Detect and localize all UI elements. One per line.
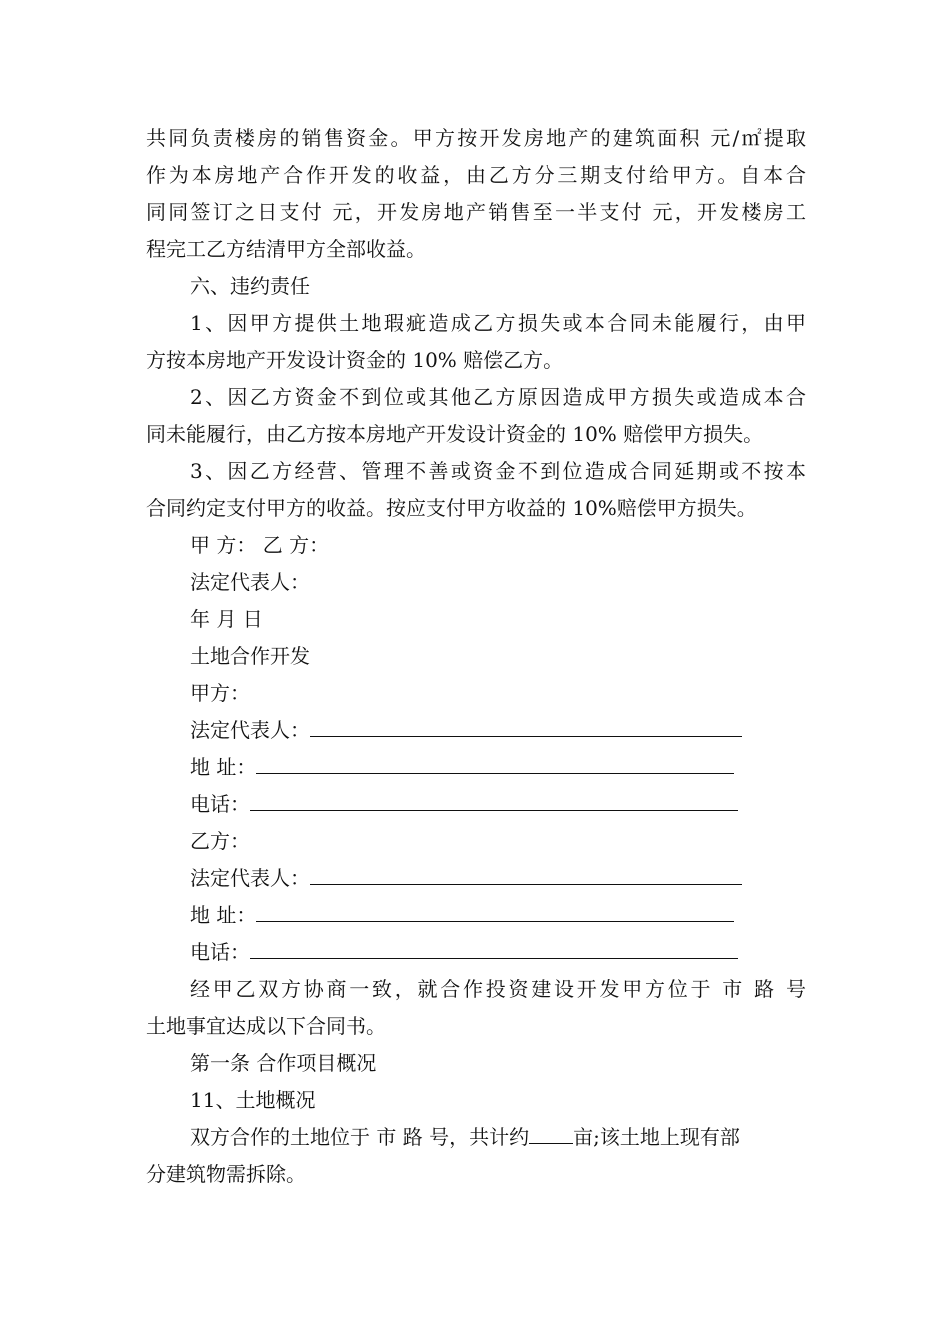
signature-legal-rep: 法定代表人： (190, 570, 310, 594)
fill-in-blank[interactable] (256, 751, 734, 774)
fill-in-blank[interactable] (310, 714, 742, 737)
preamble-line: 经甲乙双方协商一致，就合作投资建设开发甲方位于 市 路 号 (190, 977, 806, 1001)
clause-2-line: 同未能履行，由乙方按本房地产开发设计资金的 10% 赔偿甲方损失。 (146, 422, 764, 446)
document-title: 土地合作开发 (190, 644, 310, 668)
signature-date: 年 月 日 (190, 607, 263, 631)
article-1-heading: 第一条 合作项目概况 (190, 1051, 377, 1075)
document-body (146, 120, 806, 1193)
field-label: 电话： (190, 940, 250, 964)
clause-3-line: 合同约定支付甲方的收益。按应支付甲方收益的 10%赔偿甲方损失。 (146, 496, 757, 520)
party-a-label: 甲方： (190, 681, 250, 705)
section-heading-breach: 六、违约责任 (190, 274, 310, 298)
clause-3-line: 3、因乙方经营、管理不善或资金不到位造成合同延期或不按本 (190, 459, 806, 483)
signature-parties: 甲 方： 乙 方： (190, 533, 330, 557)
land-overview-heading: 11、土地概况 (190, 1088, 316, 1112)
party-a-legal-rep-field (146, 712, 806, 749)
area-blank[interactable] (529, 1121, 573, 1144)
party-a-address-field (146, 749, 806, 786)
preamble-line: 土地事宜达成以下合同书。 (146, 1014, 386, 1038)
land-area-text: 亩;该土地上现有部 (573, 1125, 740, 1149)
party-a-phone-field (146, 786, 806, 823)
fill-in-blank[interactable] (256, 899, 734, 922)
party-b-address-field (146, 897, 806, 934)
field-label: 地 址： (190, 755, 257, 779)
land-overview-line (146, 1119, 806, 1156)
paragraph-line: 作为本房地产合作开发的收益，由乙方分三期支付给甲方。自本合 (146, 163, 806, 187)
clause-1-line: 方按本房地产开发设计资金的 10% 赔偿乙方。 (146, 348, 564, 372)
fill-in-blank[interactable] (310, 862, 742, 885)
clause-2-line: 2、因乙方资金不到位或其他乙方原因造成甲方损失或造成本合 (190, 385, 806, 409)
land-location-text: 双方合作的土地位于 市 路 号，共计约 (190, 1125, 530, 1149)
fill-in-blank[interactable] (250, 936, 738, 959)
party-b-phone-field (146, 934, 806, 971)
fill-in-blank[interactable] (250, 788, 738, 811)
party-b-legal-rep-field (146, 860, 806, 897)
paragraph-line: 程完工乙方结清甲方全部收益。 (146, 237, 426, 261)
field-label: 法定代表人： (190, 718, 310, 742)
party-b-label: 乙方： (190, 829, 250, 853)
field-label: 地 址： (190, 903, 257, 927)
paragraph-line: 同同签订之日支付 元，开发房地产销售至一半支付 元，开发楼房工 (146, 200, 806, 224)
clause-1-line: 1、因甲方提供土地瑕疵造成乙方损失或本合同未能履行，由甲 (190, 311, 806, 335)
field-label: 电话： (190, 792, 250, 816)
paragraph-line: 共同负责楼房的销售资金。甲方按开发房地产的建筑面积 元/㎡提取 (146, 126, 806, 150)
land-overview-line: 分建筑物需拆除。 (146, 1162, 306, 1186)
field-label: 法定代表人： (190, 866, 310, 890)
